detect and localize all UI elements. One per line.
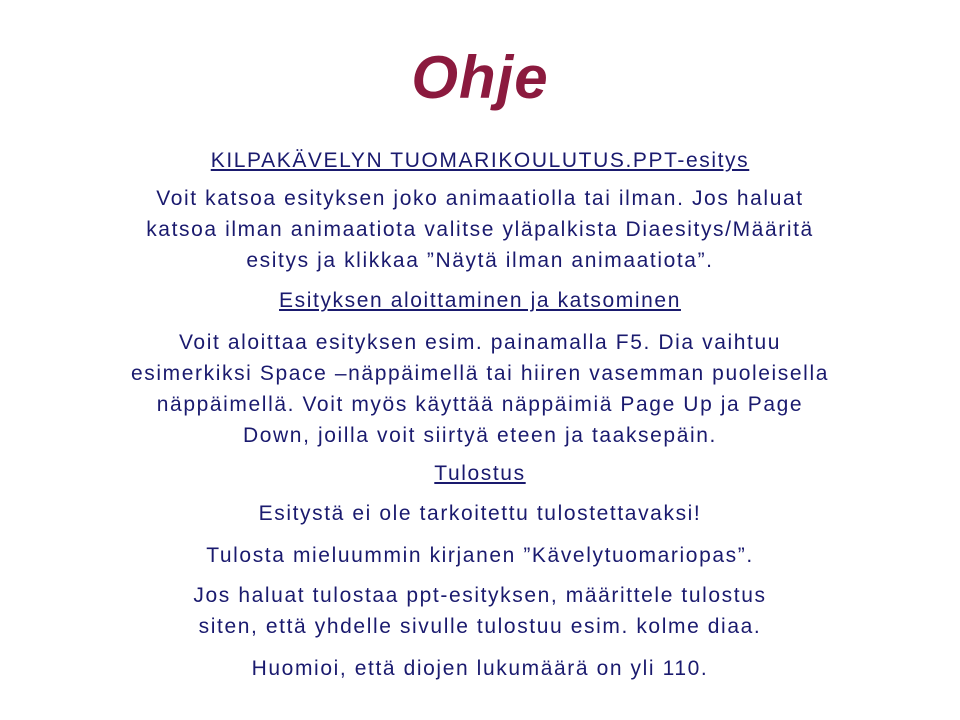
print-recommendation: Tulosta mieluummin kirjanen ”Kävelytuomariopas”.	[206, 544, 754, 567]
start-heading-link[interactable]: Esityksen aloittaminen ja katsominen	[279, 289, 681, 312]
print-heading-link[interactable]: Tulostus	[434, 462, 526, 485]
start-line: esimerkiksi Space –näppäimellä tai hiiren vasemman puoleisella	[131, 362, 829, 385]
intro-line: katsoa ilman animaatiota valitse yläpalkista Diaesitys/Määritä	[146, 218, 814, 241]
print-paragraph	[20, 580, 940, 642]
print-line: Jos haluat tulostaa ppt-esityksen, määrittele tulostus	[193, 584, 767, 607]
slide-body	[20, 145, 940, 684]
intro-line: esitys ja klikkaa ”Näytä ilman animaatiota”.	[246, 249, 714, 272]
start-paragraph	[20, 327, 940, 451]
start-line: Down, joilla voit siirtyä eteen ja taaksepäin.	[243, 424, 717, 447]
file-heading-link[interactable]: KILPAKÄVELYN TUOMARIKOULUTUS.PPT-esitys	[210, 149, 750, 172]
final-note: Huomioi, että diojen lukumäärä on yli 110.	[251, 657, 709, 680]
slide-title: Ohje	[411, 44, 549, 111]
start-line: näppäimellä. Voit myös käyttää näppäimiä Page Up ja Page	[156, 393, 804, 416]
intro-line: Voit katsoa esityksen joko animaatiolla tai ilman. Jos haluat	[156, 187, 804, 210]
intro-paragraph	[20, 183, 940, 276]
print-note: Esitystä ei ole tarkoitettu tulostettavaksi!	[258, 502, 702, 525]
print-line: siten, että yhdelle sivulle tulostuu esim. kolme diaa.	[198, 615, 762, 638]
start-line: Voit aloittaa esityksen esim. painamalla F5. Dia vaihtuu	[178, 331, 782, 354]
